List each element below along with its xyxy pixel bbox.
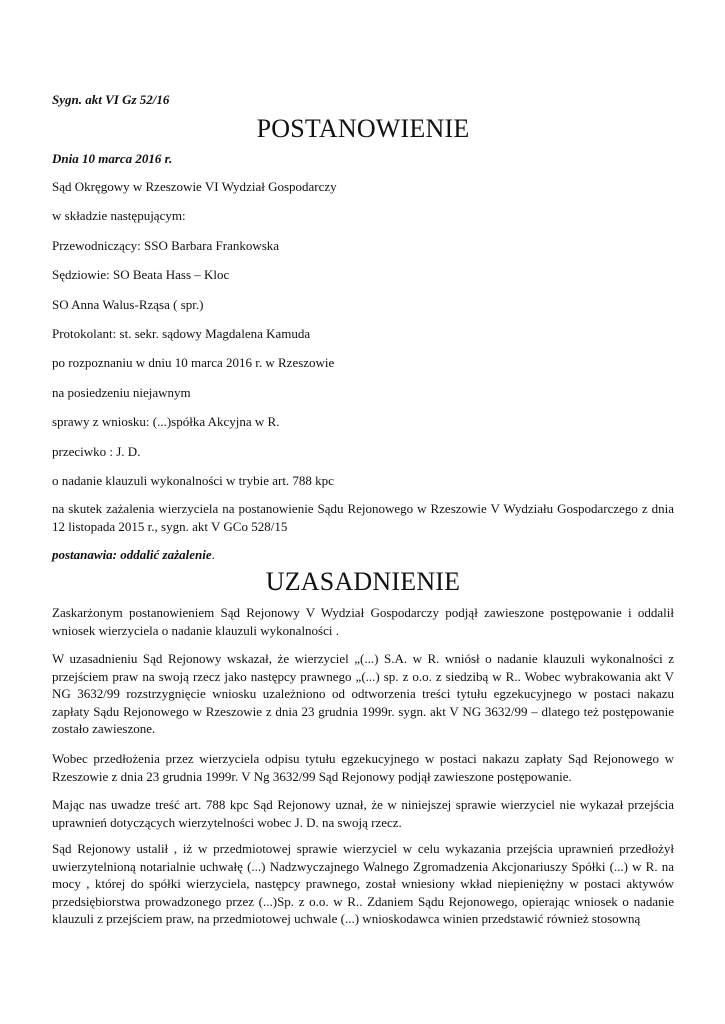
court-recorder: Protokolant: st. sekr. sądowy Magdalena Kamuda (52, 326, 311, 341)
justification-paragraph: W uzasadnieniu Sąd Rejonowy wskazał, że wierzyciel „(...) S.A. w R. wniósł o nadanie klauzuli wykonalności z przejściem praw na swoją rzecz jako następcy prawnego „(...) sp. z o.o. z siedzibą w R.. Wobec wybrakowania akt V NG 3632/99 rozstrzygnięcie wniosku uzależniono od odtworzenia treści tytułu egzekucyjnego w postaci nakazu zapłaty Sądu Rejonowego w Rzeszowie z dnia 23 grudnia 1999r. sygn. akt V NG 3632/99 – dlatego też postępowanie zostało zawieszone. (52, 651, 674, 736)
ruling-text: postanawia: oddalić zażalenie (52, 547, 212, 562)
case-against: przeciwko : J. D. (52, 444, 141, 459)
appeal-basis: na skutek zażalenia wierzyciela na postanowienie Sądu Rejonowego w Rzeszowie V Wydziału Gospodarczego z dnia 12 listopada 2015 r., sygn. akt V GCo 528/15 (52, 501, 674, 534)
composition-intro: w składzie następującym: (52, 208, 186, 223)
judges: Sędziowie: SO Beata Hass – Kloc (52, 267, 230, 282)
presiding-judge: Przewodniczący: SSO Barbara Frankowska (52, 238, 280, 253)
justification-paragraph: Sąd Rejonowy ustalił , iż w przedmiotowej sprawie wierzyciel w celu wykazania przejścia uprawnień przedłożył uwierzytelnioną notarialnie uchwałę (...) Nadzwyczajnego Walnego Zgromadzenia Akcjonariuszy Spółki (...) w R. na mocy , której do spółki wierzyciela, następcy prawnego, został wniesiony wkład niepieniężny w postaci aktywów przedsiębiorstwa prowadzonego przez (...)Sp. z o.o. w R.. Zdaniem Sądu Rejonowego, opierając wniosek o nadanie klauzuli z przejściem praw, na przedmiotowej uchwale (...) wnioskodawca winien przedstawić również stosowną (52, 841, 674, 926)
second-judge: SO Anna Walus-Rząsa ( spr.) (52, 297, 204, 312)
ruling-period: . (211, 547, 215, 562)
hearing-info: po rozpoznaniu w dniu 10 marca 2016 r. w Rzeszowie (52, 355, 335, 370)
case-subject: o nadanie klauzuli wykonalności w trybie art. 788 kpc (52, 473, 334, 488)
justification-paragraph: Wobec przedłożenia przez wierzyciela odpisu tytułu egzekucyjnego w postaci nakazu zapłaty Sąd Rejonowego w Rzeszowie z dnia 23 grudnia 1999r. V Ng 3632/99 Sąd Rejonowy podjął zawieszone postępowanie. (52, 751, 674, 784)
ruling-date: Dnia 10 marca 2016 r. (52, 151, 173, 166)
case-applicant: sprawy z wniosku: (...)spółka Akcyjna w R. (52, 414, 280, 429)
document-title: POSTANOWIENIE (256, 114, 470, 143)
justification-paragraph: Mając nas uwadze treść art. 788 kpc Sąd Rejonowy uznał, że w niniejszej sprawie wierzyciel nie wykazał przejścia uprawnień dotyczących wierzytelności wobec J. D. na swoją rzecz. (52, 797, 674, 830)
justification-paragraph: Zaskarżonym postanowieniem Sąd Rejonowy V Wydział Gospodarczy podjął zawieszone postępowanie i oddalił wniosek wierzyciela o nadanie klauzuli wykonalności . (52, 605, 674, 638)
ruling (52, 546, 215, 563)
justification-title: UZASADNIENIE (265, 567, 461, 596)
court-name: Sąd Okręgowy w Rzeszowie VI Wydział Gospodarczy (52, 179, 337, 194)
case-signature: Sygn. akt VI Gz 52/16 (52, 92, 170, 107)
session-type: na posiedzeniu niejawnym (52, 385, 191, 400)
